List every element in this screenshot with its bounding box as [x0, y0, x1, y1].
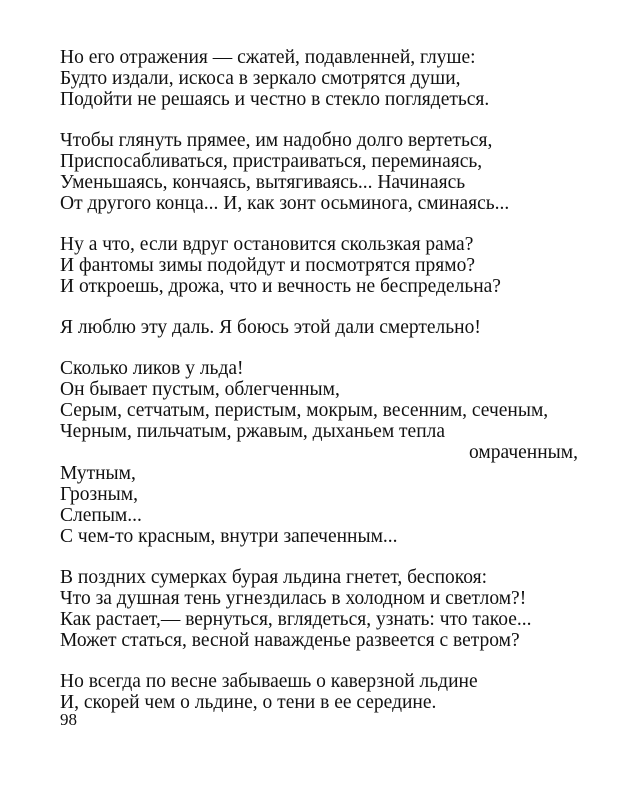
poem-line: Что за душная тень угнездилась в холодном и светлом?!: [60, 588, 527, 609]
poem-line: Ну а что, если вдруг остановится скользкая рама?: [60, 234, 474, 255]
stanza: [60, 234, 578, 297]
poem-line: Чтобы глянуть прямее, им надобно долго вертеться,: [60, 130, 493, 151]
poem-line: Серым, сетчатым, перистым, мокрым, весенним, сеченым,: [60, 400, 549, 421]
stanza: [60, 671, 578, 713]
poem-line: И откроешь, дрожа, что и вечность не беспредельна?: [60, 276, 501, 297]
poem-line: Сколько ликов у льда!: [60, 358, 244, 379]
stanza: [60, 130, 578, 214]
stanza: [60, 47, 578, 110]
poem-line: Подойти не решаясь и честно в стекло поглядеться.: [60, 89, 490, 110]
poem-line: Уменьшаясь, кончаясь, вытягиваясь... Начинаясь: [60, 172, 466, 193]
poem-line: Мутным,: [60, 463, 136, 484]
stanza: [60, 358, 578, 547]
poem-line: Будто издали, искоса в зеркало смотрятся души,: [60, 68, 461, 89]
poem-line: Грозным,: [60, 484, 138, 505]
poem-line: Слепым...: [60, 505, 142, 526]
poem-line: В поздних сумерках бурая льдина гнетет, беспокоя:: [60, 567, 488, 588]
poem-line: И фантомы зимы подойдут и посмотрятся прямо?: [60, 255, 476, 276]
poem-line: Как растает,— вернуться, вглядеться, узнать: что такое...: [60, 609, 532, 630]
page-number: 98: [60, 710, 77, 729]
stanza: [60, 317, 578, 338]
poem-line: И, скорей чем о льдине, о тени в ее середине.: [60, 692, 437, 713]
poem-line: Он бывает пустым, облегченным,: [60, 379, 340, 400]
poem-line: Может статься, весной наважденье развеется с ветром?: [60, 630, 520, 651]
poem-line: С чем-то красным, внутри запеченным...: [60, 526, 398, 547]
poem-text: [60, 47, 578, 733]
poem-line: Приспосабливаться, пристраиваться, переминаясь,: [60, 151, 483, 172]
poem-line: Я люблю эту даль. Я боюсь этой дали смертельно!: [60, 317, 481, 338]
poem-line: Но всегда по весне забываешь о каверзной льдине: [60, 671, 478, 692]
poem-line: Черным, пильчатым, ржавым, дыханьем тепла: [60, 421, 446, 442]
stanza: [60, 567, 578, 651]
poem-line-continuation: омраченным,: [469, 442, 578, 463]
poem-line: Но его отражения — сжатей, подавленней, глуше:: [60, 47, 476, 68]
poem-line: От другого конца... И, как зонт осьминога, сминаясь...: [60, 193, 510, 214]
